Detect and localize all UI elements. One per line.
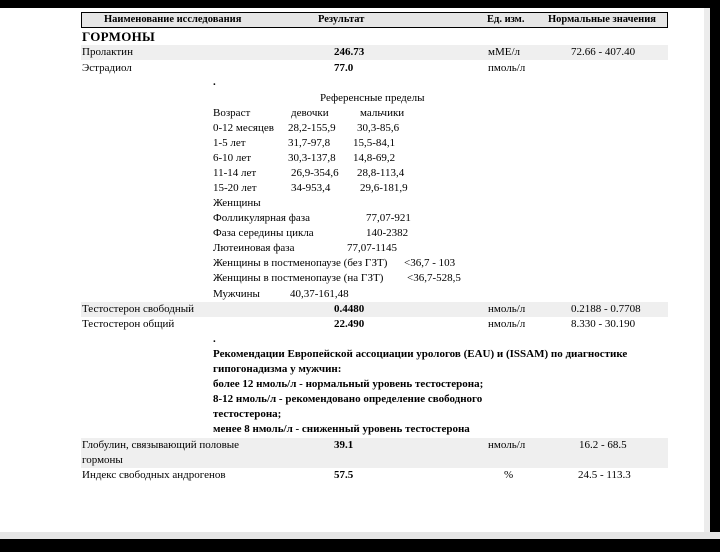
reference-women-range: <36,7 - 103 — [404, 257, 456, 269]
analyte-value: 22.490 — [334, 318, 365, 330]
reference-women-phase: Лютеиновая фаза — [213, 242, 295, 254]
recommendation-line: тестостерона; — [213, 408, 282, 420]
reference-col-boys: мальчики — [360, 107, 405, 119]
reference-women-phase: Фаза середины цикла — [213, 227, 314, 239]
note-dot: . — [213, 76, 216, 88]
analyte-unit: пмоль/л — [488, 62, 526, 74]
analyte-unit: % — [504, 469, 514, 481]
analyte-name: Глобулин, связывающий половые — [82, 439, 240, 451]
table-row-estradiol — [81, 61, 668, 76]
reference-girls: 26,9-354,6 — [291, 167, 339, 179]
analyte-value: 246.73 — [334, 46, 365, 58]
header-norm: Нормальные значения — [548, 14, 656, 25]
reference-women-range: <36,7-528,5 — [407, 272, 461, 284]
reference-col-age: Возраст — [213, 107, 251, 119]
reference-girls: 30,3-137,8 — [288, 152, 336, 164]
analyte-value: 0.4480 — [334, 303, 365, 315]
reference-boys: 30,3-85,6 — [357, 122, 400, 134]
analyte-name: Эстрадиол — [82, 62, 132, 74]
analyte-name-cont: гормоны — [82, 454, 123, 466]
reference-boys: 14,8-69,2 — [353, 152, 396, 164]
reference-women-phase: Фолликулярная фаза — [213, 212, 310, 224]
analyte-value: 77.0 — [334, 62, 354, 74]
reference-men-label: Мужчины — [213, 288, 260, 300]
reference-women-range: 77,07-921 — [366, 212, 411, 224]
note-dot: . — [213, 333, 216, 345]
analyte-name: Пролактин — [82, 46, 133, 58]
reference-men-range: 40,37-161,48 — [290, 288, 349, 300]
reference-age: 0-12 месяцев — [213, 122, 274, 134]
header-name: Наименование исследования — [104, 14, 242, 25]
reference-age: 6-10 лет — [213, 152, 252, 164]
reference-boys: 28,8-113,4 — [357, 167, 405, 179]
analyte-name: Индекс свободных андрогенов — [82, 469, 226, 481]
analyte-name: Тестостерон свободный — [82, 303, 195, 315]
analyte-norm: 8.330 - 30.190 — [571, 318, 636, 330]
page-shadow-right — [704, 8, 710, 539]
reference-age: 11-14 лет — [213, 167, 257, 179]
analyte-unit: нмоль/л — [488, 303, 526, 315]
reference-girls: 31,7-97,8 — [288, 137, 331, 149]
analyte-value: 57.5 — [334, 469, 354, 481]
reference-age: 1-5 лет — [213, 137, 246, 149]
table-row-free-androgen-index — [81, 468, 668, 483]
reference-age: 15-20 лет — [213, 182, 257, 194]
reference-women-phase: Женщины в постменопаузе (на ГЗТ) — [213, 272, 384, 284]
analyte-norm: 72.66 - 407.40 — [571, 46, 636, 58]
reference-women-label: Женщины — [213, 197, 261, 209]
reference-women-range: 140-2382 — [366, 227, 409, 239]
table-row-testosterone-total — [81, 317, 668, 332]
reference-women-range: 77,07-1145 — [347, 242, 398, 254]
analyte-norm: 24.5 - 113.3 — [578, 469, 631, 481]
page-shadow-bottom — [0, 532, 720, 539]
section-title: ГОРМОНЫ — [82, 29, 156, 44]
analyte-norm: 16.2 - 68.5 — [579, 439, 627, 451]
window-frame-top — [0, 0, 720, 8]
window-frame-bottom — [0, 539, 720, 552]
reference-boys: 29,6-181,9 — [360, 182, 408, 194]
table-row-testosterone-free — [81, 302, 668, 317]
recommendation-line: Рекомендации Европейской ассоциации урологов (EAU) и (ISSAM) по диагностике — [213, 348, 628, 360]
reference-boys: 15,5-84,1 — [353, 137, 396, 149]
table-header — [81, 12, 668, 28]
reference-col-girls: девочки — [291, 107, 329, 119]
analyte-unit: нмоль/л — [488, 318, 526, 330]
analyte-value: 39.1 — [334, 439, 354, 451]
window-frame-right — [710, 0, 720, 552]
reference-title: Референсные пределы — [320, 92, 425, 104]
recommendation-line: менее 8 нмоль/л - сниженный уровень тестостерона — [213, 423, 470, 435]
analyte-name: Тестостерон общий — [82, 318, 175, 330]
analyte-unit: нмоль/л — [488, 439, 526, 451]
recommendation-line: гипогонадизма у мужчин: — [213, 363, 342, 375]
reference-women-phase: Женщины в постменопаузе (без ГЗТ) — [213, 257, 388, 269]
analyte-norm: 0.2188 - 0.7708 — [571, 303, 641, 315]
header-unit: Ед. изм. — [487, 14, 525, 25]
reference-girls: 34-953,4 — [291, 182, 331, 194]
reference-girls: 28,2-155,9 — [288, 122, 336, 134]
analyte-unit: мМЕ/л — [488, 46, 521, 58]
header-result: Результат — [318, 14, 365, 25]
table-row-prolactin — [81, 45, 668, 60]
recommendation-line: более 12 нмоль/л - нормальный уровень тестостерона; — [213, 378, 484, 390]
recommendation-line: 8-12 нмоль/л - рекомендовано определение свободного — [213, 393, 483, 405]
table-row-globulin — [81, 438, 668, 468]
